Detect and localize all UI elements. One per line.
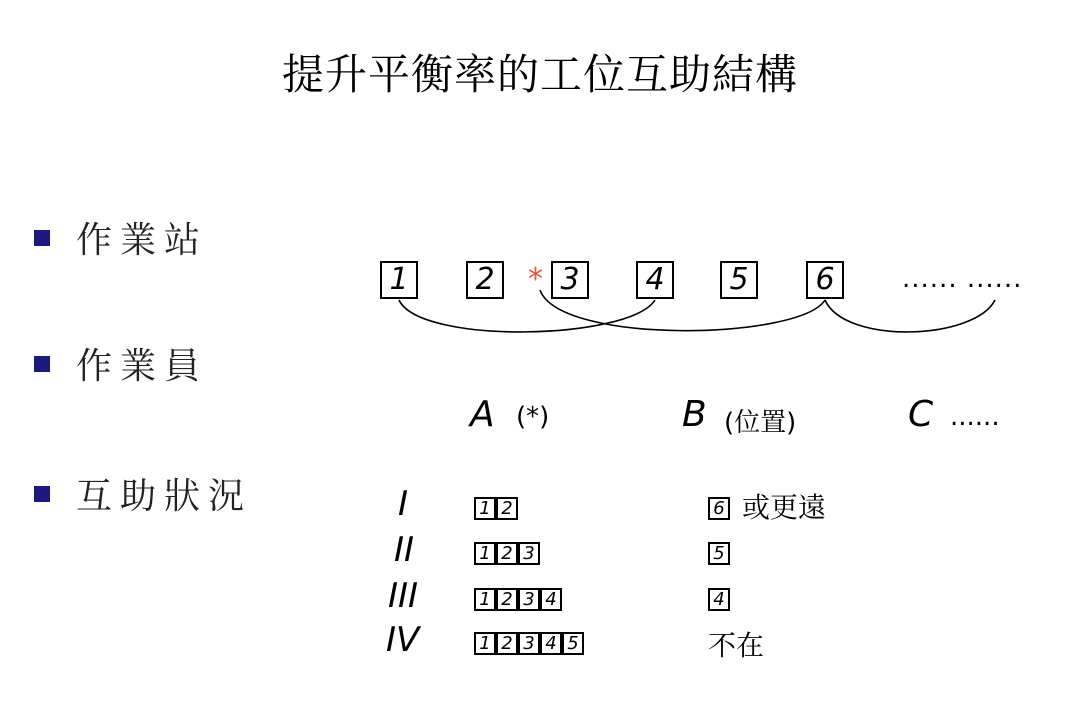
case-2-b-box: 5 [708, 542, 730, 565]
station-box-5: 5 [720, 261, 758, 299]
case-4-box-1: 1 [474, 632, 496, 655]
case-2-box-2: 2 [496, 542, 518, 565]
bullet-label-mutual-help: 互助狀況 [76, 476, 253, 517]
case-roman-4: IV [386, 620, 420, 660]
case-3-box-4: 4 [540, 588, 562, 611]
case-4-box-5: 5 [562, 632, 584, 655]
case-1-b-text: 或更遠 [742, 491, 827, 524]
case-1-box-2: 2 [496, 497, 518, 520]
bullet-stations [34, 212, 208, 263]
operator-b-note: (位置) [724, 408, 797, 438]
bullet-square-icon [34, 486, 50, 502]
case-4-box-4: 4 [540, 632, 562, 655]
bullet-square-icon [34, 230, 50, 246]
station-box-1: 1 [380, 261, 418, 299]
operator-a: A [470, 394, 495, 435]
operator-c: C [908, 394, 934, 435]
case-roman-3: III [388, 576, 419, 616]
case-3-box-1: 1 [474, 588, 496, 611]
bullet-square-icon [34, 356, 50, 372]
arc-6-onward [825, 300, 995, 332]
case-3-box-2: 2 [496, 588, 518, 611]
bullet-label-operators: 作業員 [76, 346, 209, 387]
station-box-4: 4 [636, 261, 674, 299]
case-4-box-2: 2 [496, 632, 518, 655]
case-1-box-1: 1 [474, 497, 496, 520]
case-1-b-box: 6 [708, 497, 730, 520]
station-marker: * [528, 262, 543, 297]
case-roman-2: II [394, 530, 415, 570]
bullet-mutual-help [34, 468, 252, 519]
case-2-box-1: 1 [474, 542, 496, 565]
page-title: 提升平衡率的工位互助結構 [281, 50, 798, 99]
case-3-b-box: 4 [708, 588, 730, 611]
station-box-6: 6 [806, 261, 844, 299]
station-box-2: 2 [466, 261, 504, 299]
station-ellipsis: ...... ...... [902, 264, 1023, 294]
operator-a-note: (*) [516, 402, 550, 432]
operator-b: B [682, 394, 707, 435]
case-4-b-text: 不在 [708, 629, 765, 662]
case-4-box-3: 3 [518, 632, 540, 655]
station-box-3: 3 [551, 261, 589, 299]
case-roman-1: I [398, 484, 409, 524]
case-2-box-3: 3 [518, 542, 540, 565]
arc-1-to-4 [399, 300, 655, 332]
operator-c-note: ...... [950, 402, 1000, 432]
case-3-box-3: 3 [518, 588, 540, 611]
bullet-operators [34, 338, 208, 389]
bullet-label-stations: 作業站 [76, 220, 209, 261]
